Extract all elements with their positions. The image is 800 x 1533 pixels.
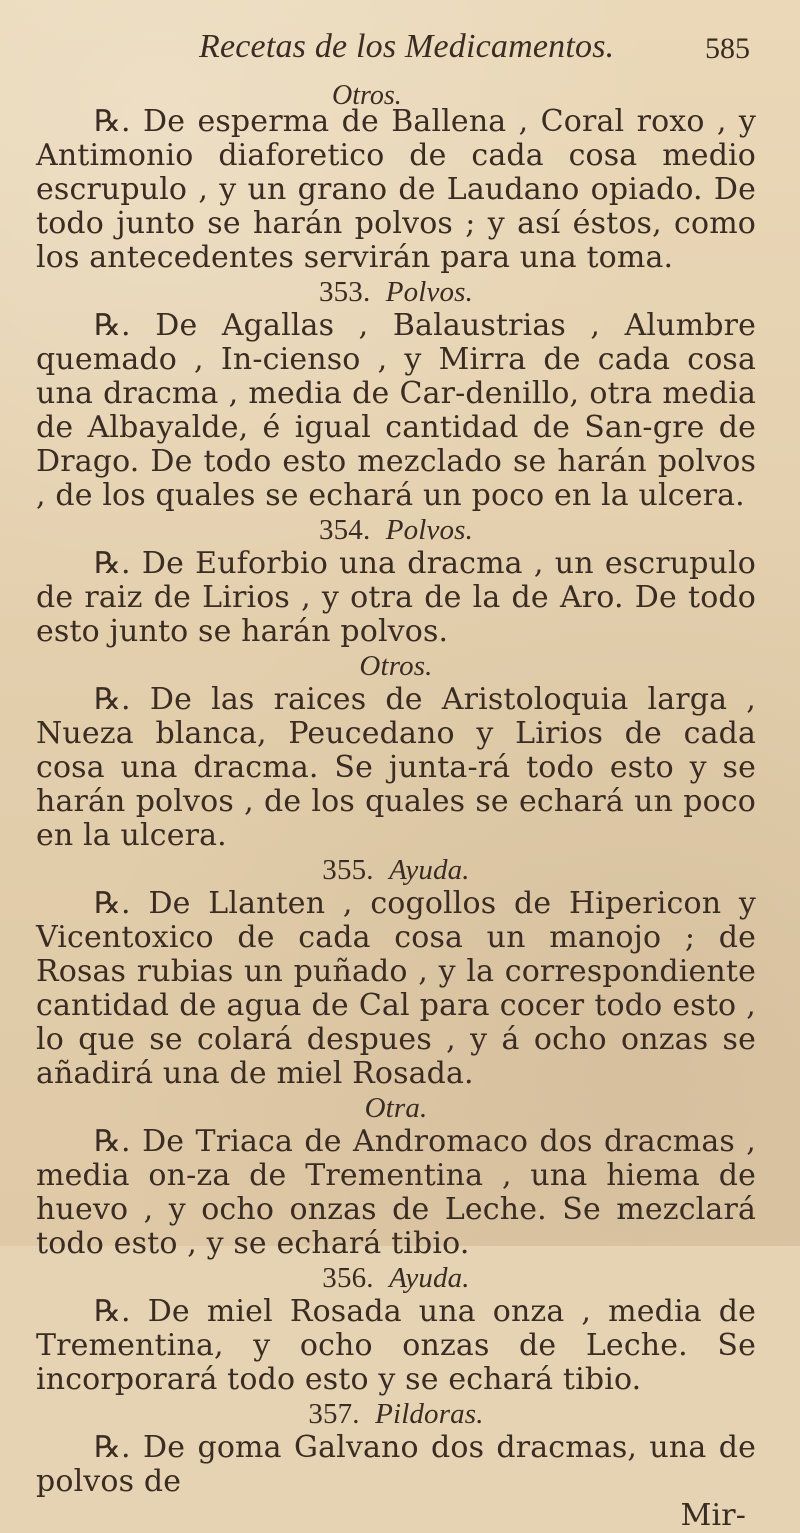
recipe-title: Polvos. [385, 514, 473, 546]
recipe-paragraph: ℞. De miel Rosada una onza , media de Trementina, y ocho onzas de Leche. Se incorporará todo esto y se echará tibio. [36, 1294, 756, 1397]
page-header [36, 28, 770, 111]
section-subtitle: Otros. [332, 80, 402, 111]
recipe-heading [36, 513, 756, 547]
recipe-title: Polvos. [385, 276, 473, 308]
recipe-number: 353. [319, 276, 371, 308]
catchword: Mir- [680, 1498, 746, 1533]
recipe-paragraph: ℞. De las raices de Aristoloquia larga , Nueza blanca, Peucedano y Lirios de cada cosa una dracma. Se junta-rá todo esto y se harán polvos , de los quales se echará un poco en la ulcera. [36, 682, 756, 853]
recipe-paragraph: ℞. De Llanten , cogollos de Hipericon y Vicentoxico de cada cosa un manojo ; de Rosas rubias un puñado , y la correspondiente cantidad de agua de Cal para cocer todo esto , lo que se colará despues , y á ocho onzas se añadirá una de miel Rosada. [36, 886, 756, 1091]
recipe-number: 356. [322, 1262, 374, 1294]
recipe-title: Otros. [359, 650, 433, 682]
recipe-title: Ayuda. [389, 854, 470, 886]
recipe-paragraph: ℞. De Agallas , Balaustrias , Alumbre quemado , In-cienso , y Mirra de cada cosa una dracma , media de Car-denillo, otra media de Albayalde, é igual cantidad de San-gre de Drago. De todo esto mezclado se harán polvos , de los quales se echará un poco en la ulcera. [36, 308, 756, 513]
recipe-title: Pildoras. [375, 1398, 484, 1430]
recipe-paragraph: ℞. De goma Galvano dos dracmas, una de polvos de [36, 1430, 756, 1499]
recipe-paragraph: ℞. De Euforbio una dracma , un escrupulo de raiz de Lirios , y otra de la de Aro. De todo esto junto se harán polvos. [36, 546, 756, 649]
recipe-heading [36, 1261, 756, 1295]
page-content [36, 105, 756, 1533]
recipe-number: 357. [308, 1398, 360, 1430]
recipe-heading [36, 1397, 756, 1431]
recipe-number: 355. [322, 854, 374, 886]
recipe-paragraph: ℞. De Triaca de Andromaco dos dracmas , media on-za de Trementina , una hiema de huevo , y ocho onzas de Leche. Se mezclará todo esto , y se echará tibio. [36, 1124, 756, 1261]
recipe-title: Ayuda. [389, 1262, 470, 1294]
running-title: Recetas de los Medicamentos. [199, 28, 615, 65]
recipe-heading [36, 853, 756, 887]
recipe-paragraph: ℞. De esperma de Ballena , Coral roxo , y Antimonio diaforetico de cada cosa medio escrupulo , y un grano de Laudano opiado. De todo junto se harán polvos ; y así éstos, como los antecedentes servirán para una toma. [36, 104, 756, 275]
recipe-heading [36, 275, 756, 309]
recipe-title: Otra. [364, 1092, 428, 1124]
recipe-number: 354. [319, 514, 371, 546]
page-number: 585 [705, 32, 750, 65]
